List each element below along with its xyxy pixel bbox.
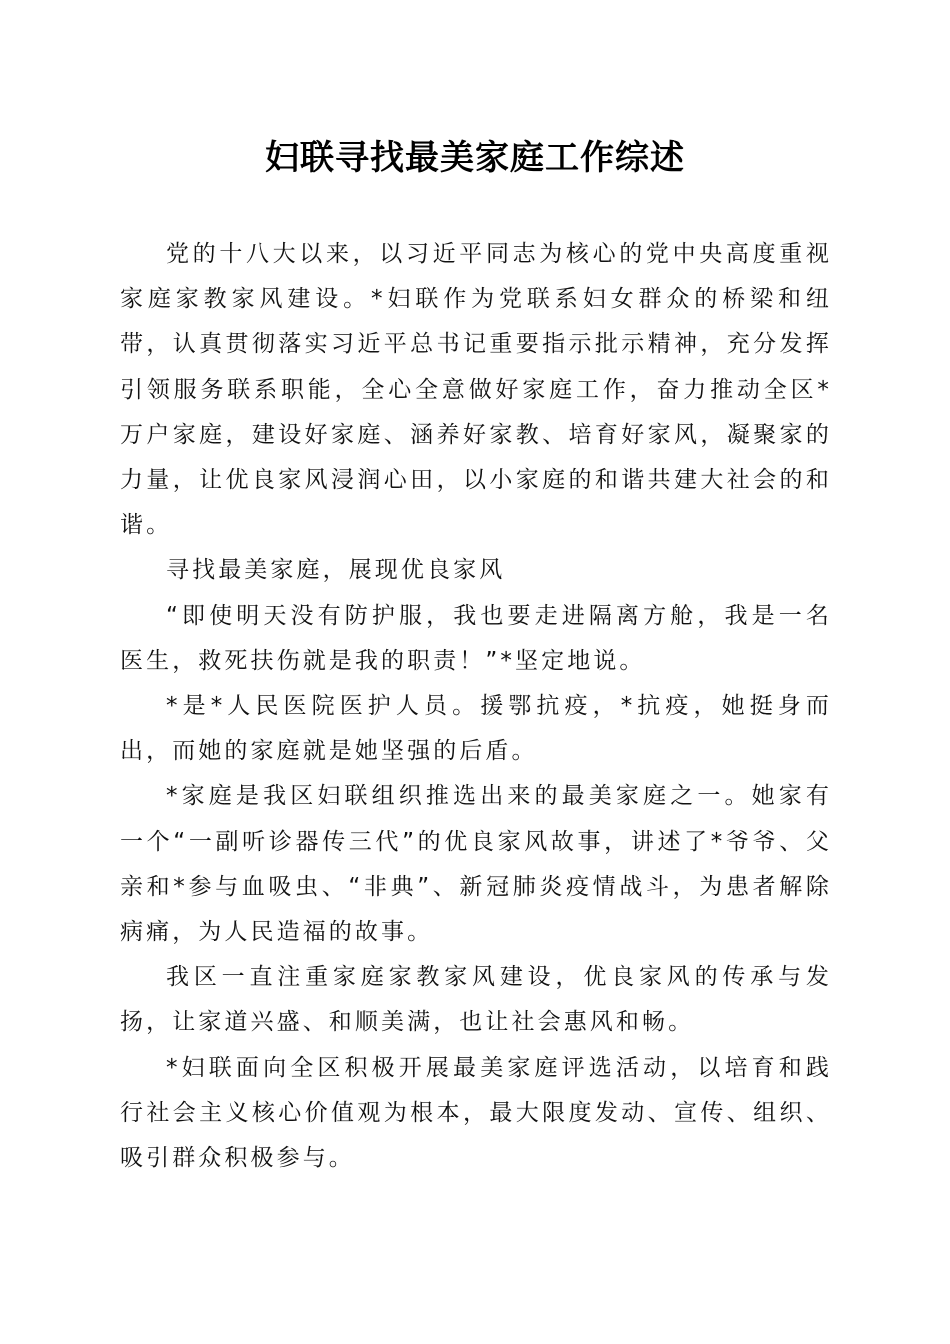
document-body <box>120 232 832 1181</box>
paragraph-family-values: 我区一直注重家庭家教家风建设，优良家风的传承与发扬，让家道兴盛、和顺美满，也让社会惠风和畅。 <box>120 964 832 1036</box>
document-title: 妇联寻找最美家庭工作综述 <box>265 138 685 178</box>
paragraph-selection-activity: *妇联面向全区积极开展最美家庭评选活动，以培育和践行社会主义核心价值观为根本，最大限度发动、宣传、组织、吸引群众积极参与。 <box>120 1054 832 1172</box>
paragraph-quote: “即使明天没有防护服，我也要走进隔离方舱，我是一名医生，救死扶伤就是我的职责！”*坚定地说。 <box>120 602 832 674</box>
paragraph-doctor: *是*人民医院医护人员。援鄂抗疫，*抗疫，她挺身而出，而她的家庭就是她坚强的后盾。 <box>120 693 832 765</box>
paragraph-intro: 党的十八大以来，以习近平同志为核心的党中央高度重视家庭家教家风建设。*妇联作为党联系妇女群众的桥梁和纽带，认真贯彻落实习近平总书记重要指示批示精神，充分发挥引领服务联系职能，全心全意做好家庭工作，奋力推动全区*万户家庭，建设好家庭、涵养好家教、培育好家风，凝聚家的力量，让优良家风浸润心田，以小家庭的和谐共建大社会的和谐。 <box>120 241 832 539</box>
paragraph-family-story: *家庭是我区妇联组织推选出来的最美家庭之一。她家有一个“一副听诊器传三代”的优良家风故事，讲述了*爷爷、父亲和*参与血吸虫、“非典”、新冠肺炎疫情战斗，为患者解除病痛，为人民造福的故事。 <box>120 783 832 946</box>
section-heading: 寻找最美家庭，展现优良家风 <box>166 557 506 584</box>
